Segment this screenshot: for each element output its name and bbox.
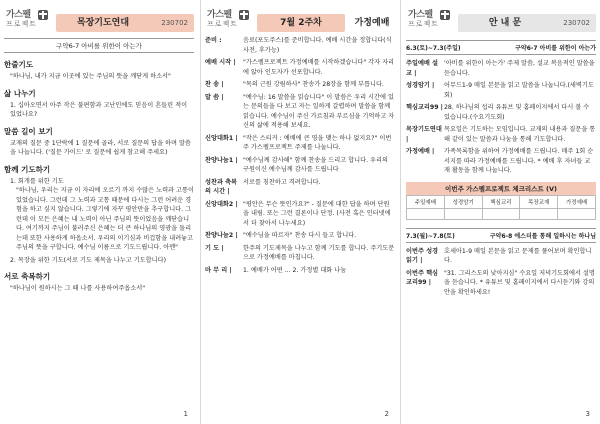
worship-step [205, 58, 395, 77]
notice-item [406, 59, 596, 78]
worship-step-text: "예수님: 16 말씀을 읽습니다" 이 말씀은 우리 시간에 있는 문의들을 다 보고 자는 일하게 갈렵하며 말씀을 함께 읽습니다. 예수님이 주신 가르침과 부르심을 기억하고 자신의 삶에 적용해 보세요. [243, 93, 395, 129]
worship-step-label: 찬양나눔2 | [205, 232, 238, 239]
section-text: 1. 회개를 위한 기도 [10, 177, 64, 185]
week-range: 6.3(토)~7.3(주일) [406, 45, 461, 52]
issue-date: 230702 [161, 19, 188, 27]
gospel-project-logo [207, 10, 253, 32]
notice-item [406, 125, 596, 144]
checklist-column-header: 핵심교리 [482, 195, 520, 208]
notice-list [406, 59, 596, 176]
worship-step [205, 93, 395, 131]
checklist-checkbox-cell[interactable] [558, 208, 596, 219]
checklist-column-header: 목장교재 [520, 195, 558, 208]
page-number: 3 [585, 410, 590, 418]
page-divider [400, 0, 401, 424]
page-header [205, 6, 395, 36]
worship-step-label: 예배 시작 | [205, 59, 236, 66]
worship-step-text: "작은 스티커 : 예배에 큰 영을 맺는 하나 없지요?" 이번 주 가스펠프로젝트 주제를 나눕니다. [243, 134, 392, 151]
checklist-check-row [407, 208, 596, 219]
notice-item-label: 성경암기 | [406, 82, 435, 89]
notice-item-label: 목장기도연대 | [406, 126, 442, 143]
section-title: 함께 기도하기 [4, 164, 51, 174]
logo-subtext: 프로젝트 [6, 20, 38, 28]
page-divider [200, 0, 201, 424]
section-text: 2. 목장을 위한 기도(서로 기도 제목을 나누고 기도합니다) [10, 256, 166, 264]
worship-step-text: 한주의 기도제목을 나누고 함께 기도를 합니다. 주기도문으로 가정예배를 마칩니다. [243, 244, 395, 261]
title-bar [56, 14, 194, 32]
worship-step [205, 80, 395, 90]
worship-order [205, 36, 395, 275]
worship-step-text: "예수님께 감사해" 함께 찬송을 드리고 합니다. 우리의 구원이신 예수님께 감사를 드립니다 [243, 156, 388, 173]
notice-item-label: 핵심교리99 | [406, 104, 443, 111]
worship-step [205, 266, 395, 276]
page-number: 2 [384, 410, 389, 418]
page-3 [406, 6, 596, 418]
worship-step-text: 음료(포도주스)를 준비합니다. 예배 시간을 정합니다(식사전, 후가능) [243, 37, 392, 54]
checklist-checkbox-cell[interactable] [407, 208, 445, 219]
notice-item-text: 목요일은 기도하는 모임입니다. 교재의 내용과 질문을 통해 같이 있는 말씀과 나눔을 통해 기도합니다. [444, 126, 596, 143]
section-text: "하나님이 원하시는 그 때 나를 사용하여주옵소서" [10, 285, 146, 292]
lesson-subtitle: 구약6-7 아비를 위한이 아는가 [4, 38, 194, 53]
section-title: 서로 축복하기 [4, 272, 51, 281]
worship-step [205, 156, 395, 175]
worship-step-label: 마 무 리 | [205, 266, 232, 274]
title-bar [458, 14, 596, 32]
worship-step-text: "예수님을 따르자" 찬송 다시 들고 합니다. [243, 232, 357, 239]
worship-step [205, 36, 395, 55]
title-bar [257, 14, 345, 32]
logo-subtext: 프로젝트 [408, 20, 440, 28]
checklist-column-header: 가정예배 [558, 195, 596, 208]
checklist-column-header: 주일예배 [407, 195, 445, 208]
worship-step-label: 말 씀 | [205, 93, 224, 101]
notice-item-label: 주일예배 설교 | [406, 60, 439, 77]
worship-step-text: "가스펠프로젝트 가정예배를 시작하겠습니다" 각자 자리에 앉아 인도자가 선포합니다. [243, 59, 395, 76]
section-text: 1. 십아오면서 아주 작은 불편함과 고난인에도 믿음이 흔들린 적이 있었나요? [10, 101, 188, 118]
page-title: 안 내 문 [488, 18, 522, 28]
gospel-project-logo [6, 10, 52, 32]
page-title: 7월 2주차 [280, 18, 322, 28]
section-title: 삶 나누기 [4, 88, 36, 98]
issue-date: 230702 [563, 19, 590, 27]
cross-icon [38, 10, 48, 20]
page-title: 목장기도연대 [76, 18, 130, 28]
page-number: 1 [183, 410, 188, 418]
notice-item [406, 247, 596, 266]
worship-step-label: 성찬과 축복의 시간 | [205, 178, 238, 195]
worship-step-text: "목의 근원 강림하사" 찬송가 28장을 함께 부릅니다. [243, 81, 384, 88]
notice-item-text: 가족목록함을 위하여 가정예배를 드립니다. 매주 1회 순서지를 따라 가정예배를 드립니다. * 예배 후 자녀들 교재 활동을 함께 나눕니다. [444, 148, 594, 174]
notice-item-text: 28. 하나님의 섭리 유튜브 및 홈페이지에서 다시 볼 수 있습니다.(수요기도회) [444, 104, 590, 121]
notice-list [406, 247, 596, 298]
cross-icon [239, 10, 249, 20]
week-band [406, 40, 596, 55]
notice-item-text: '아비를 위한이 아는가' 주제 말씀, 설교 복음적인 말씀을 듣습니다. [444, 60, 595, 77]
worship-step-text: 1. 예배가 어떤 ... 2. 가정별 대화 나눔 [243, 266, 347, 274]
week-range: 7.3(월)~7.8(토) [406, 232, 455, 240]
section-title: 말씀 길이 보기 [4, 126, 53, 136]
page-header [406, 6, 596, 36]
page-1 [4, 6, 194, 418]
worship-step-text: "평안은 무슨 뜻인가요?" - 질문에 대한 답을 하며 단원을 내림. 또는 그런 결론이나 단정. (사전 혹은 인터넷에서 더 찾아서 나누세요) [243, 200, 391, 227]
prayer-text: "하나님, 우리는 지금 이 자리에 오르기 까지 수많은 노력과 고통이 있었습니다. 그런데 그 노력과 고통 때문에 다시는 그런 어려운 경험을 하고 싶지 않습니다. 그렇기에 자꾸 평안만을 추구합니다. 그런데 이 모든 은혜는 내 노력이 아닌 주님의 뜻이었음을 깨닫습니다. 여기까지 주님이 불러주신 은혜는 더 큰 하나님의 영광을 돌리는데 또한 사용하게 하옵소서. 우리의 이기심과 비겁함을 내려놓고 주님의 뜻을 구합니다. 예수님 이름으로 기도드립니다. 아멘" [16, 187, 194, 251]
worship-step-label: 찬 송 | [205, 81, 224, 88]
worship-step [205, 200, 395, 229]
page-header [4, 6, 194, 36]
logo-text: 가스펠 [408, 10, 433, 20]
worship-step-label: 신앙대화1 | [205, 134, 238, 142]
worship-step [205, 231, 395, 241]
worship-step [205, 134, 395, 153]
notice-item-text: "31. 그리스도의 낮아지심" 수요일 저녁기도회에서 설명을 듣습니다. * 유튜브 및 홈페이지에서 다시듣기와 강의안을 확인하세요! [444, 269, 595, 296]
notice-item-label: 이번주 성경읽기 | [406, 247, 439, 264]
worship-step-label: 기 도 | [205, 244, 224, 252]
worship-step-text: 서로를 칭찬하고 격려합니다. [243, 178, 321, 186]
notice-item [406, 147, 596, 176]
page-2 [205, 6, 395, 418]
notice-item [406, 81, 596, 100]
checklist-checkbox-cell[interactable] [482, 208, 520, 219]
notice-item-text: 어무드1-9 매일 본문을 읽고 말씀을 나눕니다.(새벽기도회) [444, 82, 594, 99]
logo-text: 가스펠 [207, 10, 232, 20]
cross-icon [440, 10, 450, 20]
notice-item-label: 이번주 핵심교리99 | [406, 269, 439, 286]
worship-step-label: 신앙대화2 | [205, 200, 238, 208]
notice-item [406, 269, 596, 298]
worship-tag: 가정예배 [354, 18, 390, 28]
notice-item [406, 103, 596, 122]
week-topic: 구약6-8 에스더를 통해 일하시는 하나님 [489, 232, 596, 240]
checklist-table [406, 195, 596, 220]
worship-step-label: 찬양나눔1 | [205, 156, 238, 164]
checklist-checkbox-cell[interactable] [444, 208, 482, 219]
notice-item-text: 호세아1-9 매일 본문을 읽고 문제를 풀어보며 확인합니다. [444, 247, 592, 264]
logo-subtext: 프로젝트 [207, 20, 239, 28]
notice-item-label: 가정예배 | [406, 148, 435, 155]
checklist-title: 이번주 가스펠프로젝트 체크리스트 (V) [406, 182, 596, 195]
week-band [406, 228, 596, 243]
section-text: "하나님, 내가 지금 이곳에 있는 주님의 뜻을 깨닫게 하소서" [10, 73, 171, 80]
section-title: 한줄기도 [4, 60, 33, 69]
week-topic: 구약6-7 아비를 위한이 아는가 [515, 45, 596, 52]
section-text: 교재의 질문 중 1단락에 1 질문에 골라, 서로 질문의 답을 하며 말씀을 나눕니다. ('질문 가이드' 로 질문에 쉽게 참고해 주세요) [10, 139, 191, 156]
checklist-checkbox-cell[interactable] [520, 208, 558, 219]
logo-text: 가스펠 [6, 10, 31, 20]
worship-step [205, 178, 395, 197]
checklist-column-header: 성경암기 [444, 195, 482, 208]
worship-step [205, 244, 395, 263]
gospel-project-logo [408, 10, 454, 32]
worship-step-label: 준비 : [205, 37, 222, 44]
checklist-header-row [407, 195, 596, 208]
